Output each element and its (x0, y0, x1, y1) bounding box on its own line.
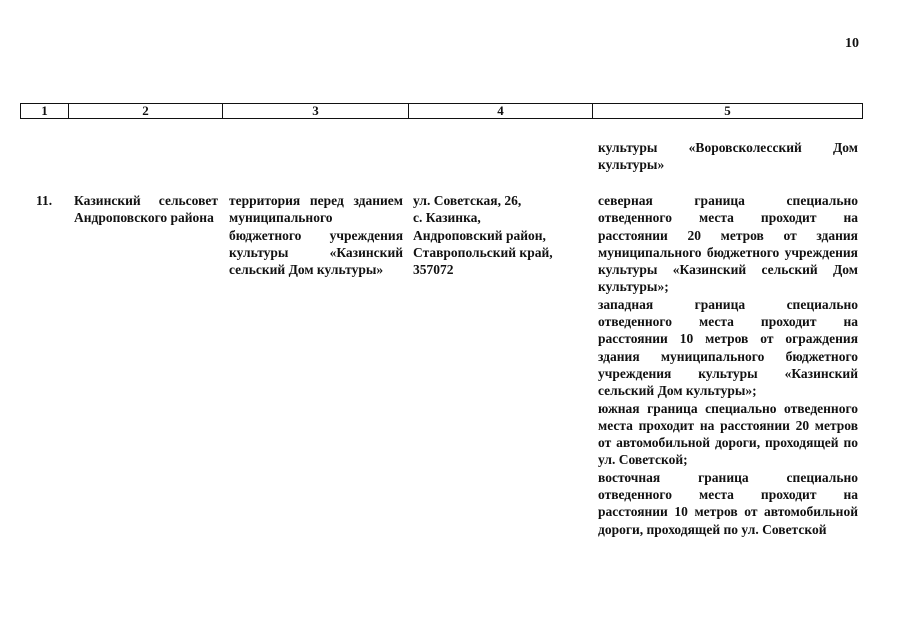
row-boundaries: северная граница специально отведенного места проходит на расстоянии 20 метров от здания муниципального бюджетного учреждения культуры «Казинский сельский Дом культуры»; западная граница специально отведенного места проходит на расстоянии 10 метров от ограждения здания муниципального бюджетного учреждения культуры «Казинский сельский Дом культуры»; южная граница специально отведенного места проходит на расстоянии 20 метров от автомобильной дороги, проходящей по ул. Советской; восточная граница специально отведенного места проходит на расстоянии 10 метров от автомобильной дороги, проходящей по ул. Советской (598, 193, 858, 537)
row-settlement: Казинский сельсовет Андроповского района (74, 193, 218, 226)
header-col-1: 1 (21, 104, 69, 118)
header-col-3: 3 (223, 104, 409, 118)
continuation-col5-text: культуры «Воровсколесский Дом культуры» (598, 140, 858, 173)
header-col-4: 4 (409, 104, 593, 118)
page-number: 10 (845, 36, 859, 51)
row-number: 11. (36, 193, 53, 208)
table-header-row (20, 103, 863, 119)
header-col-5: 5 (724, 103, 731, 118)
row-address: ул. Советская, 26, с. Казинка, Андроповский район, Ставропольский край, 357072 (413, 193, 553, 278)
header-col-2: 2 (69, 104, 223, 118)
row-object: территория перед зданием муниципального бюджетного учреждения культуры «Казинский сельский Дом культуры» (229, 193, 403, 278)
